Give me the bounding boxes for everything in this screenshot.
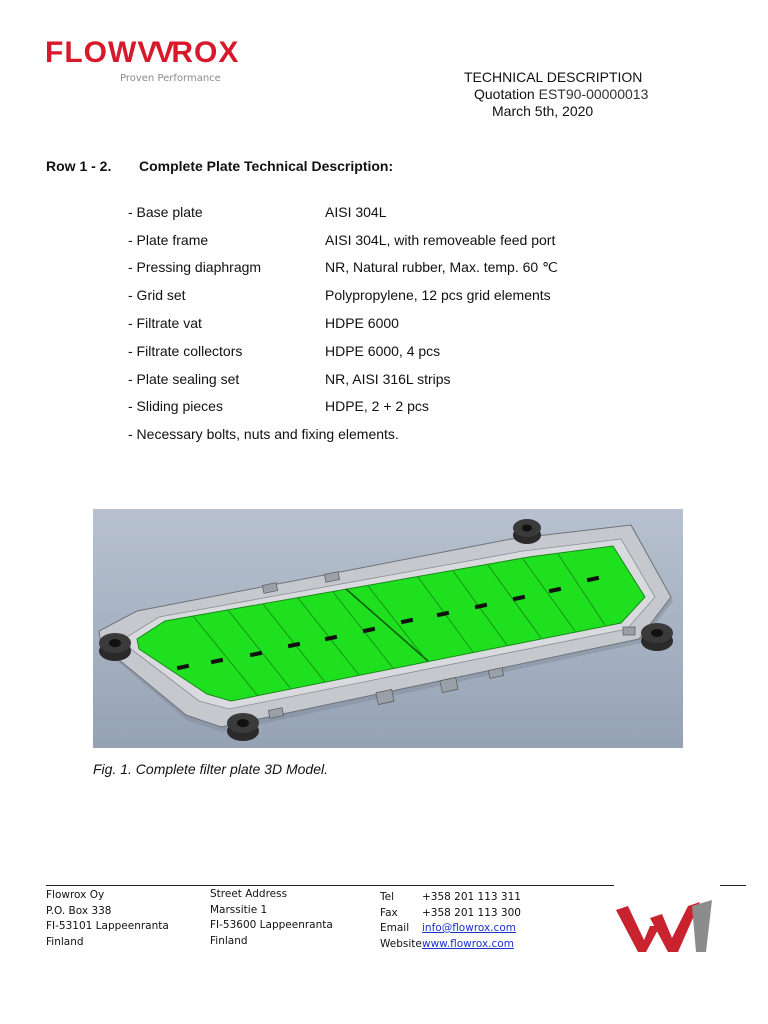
filter-plate-3d-model-image — [93, 509, 683, 748]
spec-note-row — [0, 426, 768, 446]
footer-contact — [380, 890, 521, 952]
spec-label: - Pressing diaphragm — [128, 259, 262, 275]
logo-word-part2: ROX — [171, 36, 240, 69]
email-link[interactable]: info@flowrox.com — [422, 922, 516, 934]
footer-po-box: P.O. Box 338 — [46, 904, 112, 917]
spec-row — [0, 315, 768, 335]
logo-word-part1: FLOW — [45, 36, 138, 69]
footer-fax-row — [380, 906, 521, 922]
spec-value: AISI 304L — [325, 204, 387, 220]
spec-value: HDPE 6000 — [325, 315, 399, 331]
footer-street-address — [210, 887, 333, 949]
section-title: Complete Plate Technical Description: — [139, 158, 394, 174]
fax-label: Fax — [380, 906, 398, 919]
spec-label: - Grid set — [128, 287, 186, 303]
document-date: March 5th, 2020 — [492, 103, 594, 119]
footer-rule-right — [720, 885, 746, 886]
spec-row — [0, 204, 768, 224]
email-label: Email — [380, 922, 410, 934]
w-mark-icon — [614, 896, 718, 956]
logo-w-mark: VV — [137, 36, 172, 69]
spec-label: - Filtrate collectors — [128, 343, 243, 359]
website-label: Website — [380, 937, 422, 950]
footer-tel-row — [380, 890, 521, 906]
footer-email-row — [380, 921, 521, 937]
figure-caption: Fig. 1. Complete filter plate 3D Model. — [93, 761, 328, 777]
logo-tagline: Proven Performance — [120, 73, 221, 84]
footer-rule — [46, 885, 614, 886]
footer-company-name: Flowrox Oy — [46, 889, 105, 901]
filter-plate-drawing — [93, 509, 683, 748]
spec-value: AISI 304L, with removeable feed port — [325, 232, 556, 248]
spec-row — [0, 259, 768, 279]
spec-label: - Filtrate vat — [128, 315, 202, 331]
spec-label: - Plate frame — [128, 232, 209, 248]
footer-website-row — [380, 937, 521, 953]
footer-street-city: FI-53600 Lappeenranta — [210, 919, 333, 931]
footer-country: Finland — [46, 935, 84, 948]
tel-label: Tel — [380, 891, 395, 903]
spec-row — [0, 287, 768, 307]
website-link[interactable]: www.flowrox.com — [422, 937, 514, 950]
spec-value: HDPE 6000, 4 pcs — [325, 343, 441, 359]
quotation-number: EST90-00000013 — [538, 86, 649, 102]
footer-street-country: Finland — [210, 934, 248, 947]
spec-value: Polypropylene, 12 pcs grid elements — [325, 287, 551, 303]
footer-street-heading: Street Address — [210, 888, 288, 900]
footer-company-address — [46, 888, 169, 950]
spec-note: - Necessary bolts, nuts and fixing elements. — [128, 426, 399, 442]
flowrox-w-mark-logo — [614, 896, 718, 956]
section-number: Row 1 - 2. — [46, 158, 112, 174]
tel-number: +358 201 113 311 — [422, 891, 521, 903]
spec-row — [0, 371, 768, 391]
quotation-line — [474, 86, 648, 102]
spec-value: NR, Natural rubber, Max. temp. 60 ℃ — [325, 259, 558, 275]
spec-row — [0, 343, 768, 363]
spec-row — [0, 232, 768, 252]
spec-value: NR, AISI 316L strips — [325, 371, 451, 387]
spec-label: - Sliding pieces — [128, 398, 223, 414]
quotation-label: Quotation — [474, 86, 535, 102]
section-heading — [46, 158, 393, 174]
spec-row — [0, 398, 768, 418]
spec-label: - Base plate — [128, 204, 203, 220]
spec-label: - Plate sealing set — [128, 371, 240, 387]
flowrox-logo — [45, 38, 239, 68]
fax-number: +358 201 113 300 — [422, 906, 521, 919]
footer-postal-city: FI-53101 Lappeenranta — [46, 920, 169, 932]
spec-value: HDPE, 2 + 2 pcs — [325, 398, 429, 414]
document-title: TECHNICAL DESCRIPTION — [464, 69, 643, 85]
footer-street-line: Marssitie 1 — [210, 903, 268, 916]
